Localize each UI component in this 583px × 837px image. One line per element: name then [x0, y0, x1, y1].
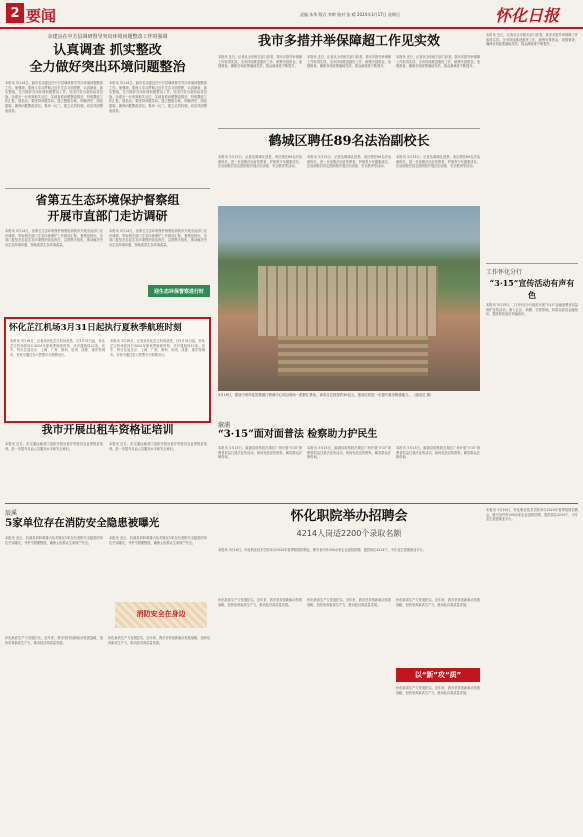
longform-col1: 怀化新质生产力发展纪实。近年来，我市坚持创新驱动发展战略，加快培育新质生产力，推动经济高质量发展。: [5, 636, 103, 645]
a8-body-col2: 本报讯 近日，市交通运输部门组织开展出租车驾驶员从业资格证培训，进一步提升从业人员服务水平和安全意识。: [109, 442, 207, 451]
construction-site-photo: [218, 206, 480, 391]
article-a11: [218, 598, 480, 832]
article-a6: [486, 33, 578, 498]
article-a10: [218, 508, 480, 548]
article-a1: [5, 33, 210, 185]
a2-body-col1: 本报讯 3月14日，省第五生态环境保护督察组到我市开展市直部门走访调研，听取相关部门生态环境保护工作情况汇报。督察组指出，各部门要坚决扛起生态环境保护政治责任，以督察为契机，推动解决突出生态环境问题，持续改善生态环境质量。: [5, 229, 103, 247]
a6-title: “3·15”宣传活动有声有色: [489, 278, 575, 300]
a9-title: 5家单位存在消防安全隐患被曝光: [5, 517, 160, 529]
article-a7: [218, 420, 480, 500]
a7-kicker: 溆浦: [218, 422, 231, 429]
a2-badge: 迎生态环保督察进行时: [148, 285, 210, 297]
a5-title: 鹤城区聘任89名法治副校长: [268, 134, 430, 149]
a6-lead-text: 本报讯 近日，记者从全市相关部门获悉，我市多措并举保障工作取得实效。全市持续推进惠民工作，统筹安排资金，加强督查，确保各项政策落地见效，群众满意度不断提升。: [486, 33, 578, 47]
a7-body-col1: 本报讯 3月15日，溆浦县检察院在城区广场开展“3·15”消费者权益日普法宣传活动，现场发放宣传资料，解答群众法律咨询。: [218, 446, 302, 460]
a1-body-col2: 本报讯 3月14日，副市长余建良在中方县调研督导突出环境问题整改工作。他强调，要深入学习贯彻习近平生态文明思想，认真调查、抓实整改，全力做好突出环境问题整治工作，坚决打好污染防治攻坚战。余建良一行来到相关点位，实地查看问题整改情况，听取整改工作汇报。他指出，要坚持问题导向，建立整改台账，明确责任、细化措施，确保问题整改到位。要举一反三，建立长效机制，切实巩固整改成效。: [109, 81, 207, 113]
article-a8: [5, 422, 210, 500]
masthead-rule: [0, 27, 583, 29]
a9-body-col2: 本报讯 近日，辰溪县消防救援大队对辖区5家存在消防安全隐患的单位予以曝光，并责令限期整改，确保人民群众生命财产安全。: [109, 536, 207, 545]
a1-title-line2: 全力做好突出环境问题整治: [29, 60, 186, 75]
a4-title: 我市多措并举保障超工作见实效: [257, 34, 440, 49]
article-a5: [218, 133, 480, 203]
a3-body-col1: 本报讯 3月16日，记者从怀化芷江机场获悉，自3月31日起，怀化芷江机场将执行2024年夏秋季航班时刻，共开通航线12条。其中，每日往返北京、上海、广州、深圳、杭州、成都、重庆等城市。市民可通过各大售票平台购票出行。: [10, 339, 105, 357]
a2-title-line1: 省第五生态环境保护督察组: [35, 193, 180, 207]
right-col-bottom: 本报讯 3月16日，怀化职业技术学院举办2024年春季校园招聘会，吸引省内外200余家企业进校招聘，提供岗位4214个，为毕业生搭建就业平台。: [486, 508, 578, 522]
article-a3: [4, 317, 211, 423]
a5-body-col2: 本报讯 3月15日，记者从鹤城区获悉，该区聘任89名法治副校长，进一步加强法治宣传教育，护航青少年健康成长。法治副校长将定期到校开展法治讲座、安全教育等活动。: [307, 155, 391, 169]
a7-body-col2: 本报讯 3月15日，溆浦县检察院在城区广场开展“3·15”消费者权益日普法宣传活动，现场发放宣传资料，解答群众法律咨询。: [307, 446, 391, 460]
a4-body-col1: 本报讯 近日，记者从全市相关部门获悉，我市多措并举保障工作取得实效。全市持续推进惠民工作，统筹安排资金，加强督查，确保各项政策落地见效，群众满意度不断提升。: [218, 55, 302, 69]
a4-body-col2: 本报讯 近日，记者从全市相关部门获悉，我市多措并举保障工作取得实效。全市持续推进惠民工作，统筹安排资金，加强督查，确保各项政策落地见效，群众满意度不断提升。: [307, 55, 391, 69]
article-a4: [218, 33, 480, 133]
a6-body: 本报讯 3月15日，工行怀化分行组织开展“3·15”金融消费者权益保护宣传活动，深入社区、商圈、学校等地，向群众普及金融知识，提高防范电信诈骗意识。: [486, 303, 578, 317]
a8-body-col1: 本报讯 近日，市交通运输部门组织开展出租车驾驶员从业资格证培训，进一步提升从业人员服务水平和安全意识。: [5, 442, 103, 451]
a5-body-col3: 本报讯 3月15日，记者从鹤城区获悉，该区聘任89名法治副校长，进一步加强法治宣传教育，护航青少年健康成长。法治副校长将定期到校开展法治讲座、安全教育等活动。: [396, 155, 480, 169]
a11-body-col3b: 怀化新质生产力发展纪实。近年来，我市坚持创新驱动发展战略，加快培育新质生产力，推动经济高质量发展。: [396, 686, 480, 695]
a3-body-col2: 本报讯 3月16日，记者从怀化芷江机场获悉，自3月31日起，怀化芷江机场将执行2024年夏秋季航班时刻，共开通航线12条。其中，每日往返北京、上海、广州、深圳、杭州、成都、重庆等城市。市民可通过各大售票平台购票出行。: [110, 339, 205, 357]
a4-body-col3: 本报讯 近日，记者从全市相关部门获悉，我市多措并举保障工作取得实效。全市持续推进惠民工作，统筹安排资金，加强督查，确保各项政策落地见效，群众满意度不断提升。: [396, 55, 480, 69]
fire-safety-graphic: [115, 602, 207, 628]
longform-col2: 怀化新质生产力发展纪实。近年来，我市坚持创新驱动发展战略，加快培育新质生产力，推动经济高质量发展。: [108, 636, 210, 645]
a11-body-col2: 怀化新质生产力发展纪实。近年来，我市坚持创新驱动发展战略，加快培育新质生产力，推动经济高质量发展。: [307, 598, 391, 607]
a10-subtitle: 4214人岗适2200个录取名额: [296, 529, 402, 538]
masthead: [0, 0, 583, 28]
a5-body-col1: 本报讯 3月15日，记者从鹤城区获悉，该区聘任89名法治副校长，进一步加强法治宣传教育，护航青少年健康成长。法治副校长将定期到校开展法治讲座、安全教育等活动。: [218, 155, 302, 169]
article-a2: [5, 193, 210, 303]
a8-title: 我市开展出租车资格证培训: [41, 423, 174, 436]
a1-kicker: 余建良在中方县调研督导突出环境问题整改工作时强调: [47, 34, 168, 40]
a9-kicker: 辰溪: [5, 510, 18, 517]
a2-title-line2: 开展市直部门走访调研: [47, 209, 168, 223]
section-name: 要闻: [26, 7, 57, 25]
issue-meta: 责编 朱华 版式 李婷 校对 张 晴 2024年3月17日 星期日: [300, 12, 400, 17]
a3-title: 怀化芷江机场3月31日起执行夏秋季航班时刻: [9, 323, 182, 333]
a1-body-col1: 本报讯 3月14日，副市长余建良在中方县调研督导突出环境问题整改工作。他强调，要深入学习贯彻习近平生态文明思想，认真调查、抓实整改，全力做好突出环境问题整治工作，坚决打好污染防治攻坚战。余建良一行来到相关点位，实地查看问题整改情况，听取整改工作汇报。他指出，要坚持问题导向，建立整改台账，明确责任、细化措施，确保问题整改到位。要举一反三，建立长效机制，切实巩固整改成效。: [5, 81, 103, 113]
a10-title: 怀化职院举办招聘会: [290, 509, 408, 524]
a11-subhead: 以“新”攻“质”: [396, 668, 480, 682]
a10-body: 本报讯 3月16日，怀化职业技术学院举办2024年春季校园招聘会，吸引省内外200余家企业进校招聘，提供岗位4214个，为毕业生搭建就业平台。: [218, 548, 426, 552]
a11-body-col1: 怀化新质生产力发展纪实。近年来，我市坚持创新驱动发展战略，加快培育新质生产力，推动经济高质量发展。: [218, 598, 302, 607]
a7-body-col3: 本报讯 3月15日，溆浦县检察院在城区广场开展“3·15”消费者权益日普法宣传活动，现场发放宣传资料，解答群众法律咨询。: [396, 446, 480, 460]
a2-body-col2: 本报讯 3月14日，省第五生态环境保护督察组到我市开展市直部门走访调研，听取相关部门生态环境保护工作情况汇报。督察组指出，各部门要坚决扛起生态环境保护政治责任，以督察为契机，推动解决突出生态环境问题，持续改善生态环境质量。: [109, 229, 207, 247]
photo-caption: 3月16日，建设中的怀化智慧港口物流中心项目现场一派繁忙景象。该项目总投资约30亿元，建成后将进一步提升我市物流能力。（通讯员 摄）: [218, 393, 434, 397]
a9-body-col1: 本报讯 近日，辰溪县消防救援大队对辖区5家存在消防安全隐患的单位予以曝光，并责令限期整改，确保人民群众生命财产安全。: [5, 536, 103, 545]
newspaper-logo: 怀化日报: [495, 6, 560, 25]
article-a9: [5, 508, 210, 632]
a1-title-line1: 认真调查 抓实整改: [53, 43, 162, 58]
a11-body-col3a: 怀化新质生产力发展纪实。近年来，我市坚持创新驱动发展战略，加快培育新质生产力，推动经济高质量发展。: [396, 598, 480, 607]
a9-badge: 消防安全在身边: [136, 610, 186, 618]
a7-title: “3·15”面对面普法 检察助力护民生: [218, 429, 378, 440]
page-number: 2: [6, 3, 24, 23]
a6-kicker: 工作怀化分行: [486, 269, 523, 276]
